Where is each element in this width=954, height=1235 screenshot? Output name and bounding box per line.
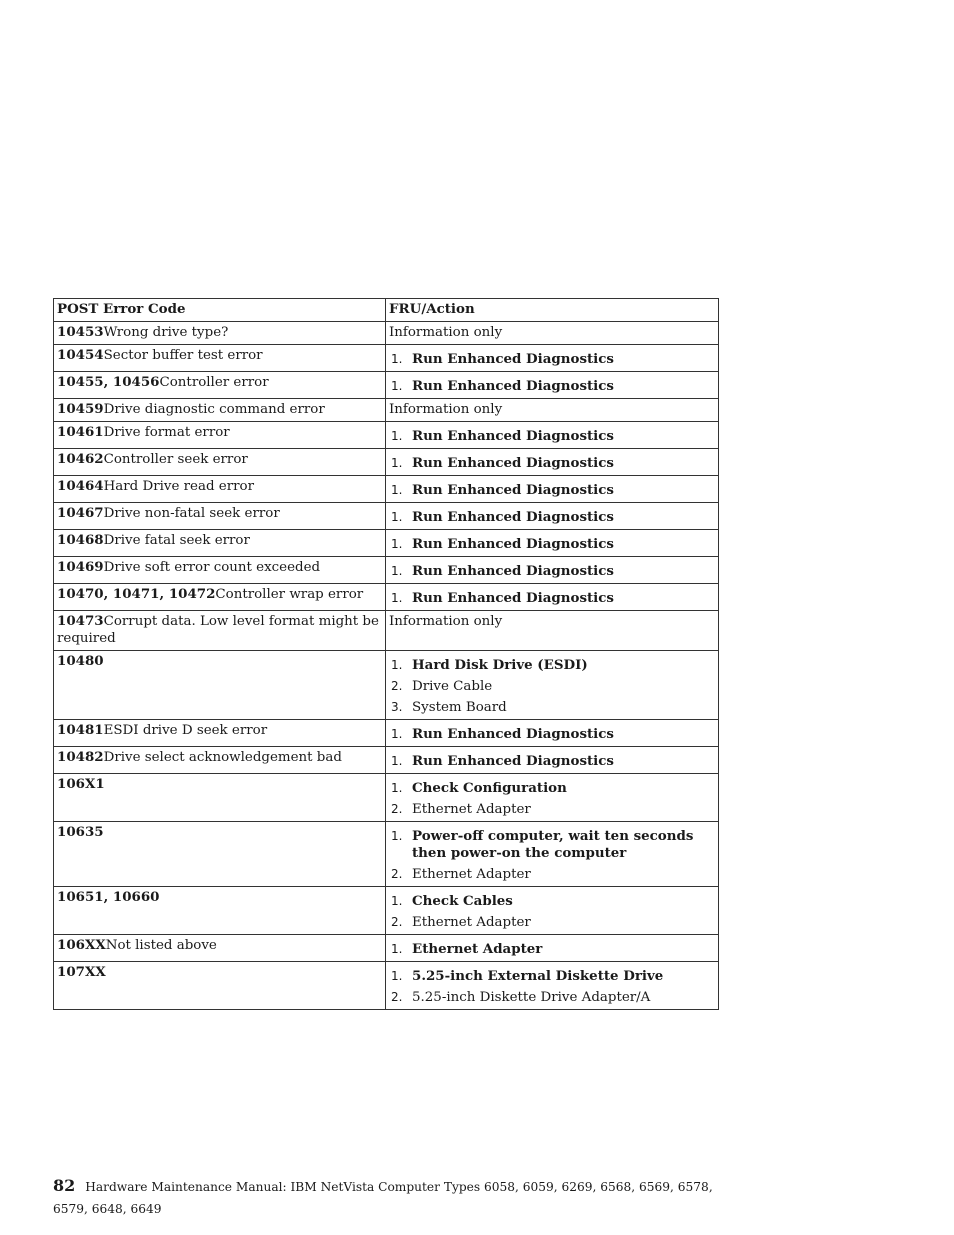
action-text: Check Cables xyxy=(412,893,513,909)
fru-action-cell xyxy=(386,449,719,476)
error-description: Drive soft error count exceeded xyxy=(103,560,321,575)
action-number: 1. xyxy=(391,781,403,795)
action-number: 1. xyxy=(391,969,403,983)
error-code: 10461 xyxy=(57,424,104,440)
action-list xyxy=(389,428,715,445)
action-item xyxy=(389,753,715,770)
table-row xyxy=(54,720,719,747)
action-number: 1. xyxy=(391,510,403,524)
error-code: 10454 xyxy=(57,347,104,363)
action-text: 5.25-inch External Diskette Drive xyxy=(412,968,664,984)
action-number: 1. xyxy=(391,352,403,366)
action-list xyxy=(389,590,715,607)
action-number: 1. xyxy=(391,894,403,908)
error-description: Sector buffer test error xyxy=(103,348,263,363)
action-list xyxy=(389,828,715,883)
fru-action-cell xyxy=(386,747,719,774)
action-item xyxy=(389,378,715,395)
action-number: 2. xyxy=(391,867,403,881)
error-code-cell xyxy=(54,372,386,399)
action-list xyxy=(389,726,715,743)
error-description: Drive format error xyxy=(103,425,230,440)
action-text: Run Enhanced Diagnostics xyxy=(412,509,614,525)
fru-action-cell xyxy=(386,422,719,449)
error-code: 106X1 xyxy=(57,776,105,792)
error-code: 10455, 10456 xyxy=(57,374,160,390)
table-row xyxy=(54,530,719,557)
action-number: 1. xyxy=(391,429,403,443)
error-code: 10470, 10471, 10472 xyxy=(57,586,216,602)
table-row xyxy=(54,935,719,962)
error-code-cell xyxy=(54,584,386,611)
table-row xyxy=(54,774,719,822)
fru-action-cell xyxy=(386,962,719,1010)
action-number: 2. xyxy=(391,802,403,816)
error-code: 10468 xyxy=(57,532,104,548)
action-item xyxy=(389,509,715,526)
table-row xyxy=(54,584,719,611)
action-number: 2. xyxy=(391,915,403,929)
action-list xyxy=(389,455,715,472)
table-body xyxy=(54,322,719,1010)
action-item xyxy=(389,828,715,862)
error-code: 10635 xyxy=(57,824,104,840)
action-text: Run Enhanced Diagnostics xyxy=(412,482,614,498)
table-row xyxy=(54,345,719,372)
information-only-text: Information only xyxy=(389,325,503,340)
action-text: Run Enhanced Diagnostics xyxy=(412,428,614,444)
page-footer xyxy=(53,1175,723,1220)
error-description: Wrong drive type? xyxy=(103,325,229,340)
error-description: Hard Drive read error xyxy=(103,479,254,494)
error-code: 10482 xyxy=(57,749,104,765)
fru-action-cell xyxy=(386,611,719,651)
action-list xyxy=(389,780,715,818)
error-code: 10481 xyxy=(57,722,104,738)
action-list xyxy=(389,968,715,1006)
page-number: 82 xyxy=(53,1176,76,1195)
action-list xyxy=(389,753,715,770)
action-item xyxy=(389,699,715,716)
action-item xyxy=(389,893,715,910)
action-number: 1. xyxy=(391,829,403,843)
footer-text: Hardware Maintenance Manual: IBM NetVista Computer Types 6058, 6059, 6269, 6568, 6569, 6578, 6579, 6648, 6649 xyxy=(53,1180,713,1216)
table-row xyxy=(54,503,719,530)
action-item xyxy=(389,657,715,674)
action-item xyxy=(389,455,715,472)
error-code-cell xyxy=(54,747,386,774)
action-list xyxy=(389,351,715,368)
table-row xyxy=(54,557,719,584)
header-post-error-code: POST Error Code xyxy=(54,299,386,322)
action-number: 1. xyxy=(391,942,403,956)
action-number: 2. xyxy=(391,990,403,1004)
error-code: 10462 xyxy=(57,451,104,467)
error-code-cell xyxy=(54,887,386,935)
error-code-cell xyxy=(54,611,386,651)
action-item xyxy=(389,563,715,580)
action-text: 5.25-inch Diskette Drive Adapter/A xyxy=(412,990,651,1005)
action-text: Run Enhanced Diagnostics xyxy=(412,351,614,367)
action-number: 1. xyxy=(391,754,403,768)
error-code: 10453 xyxy=(57,324,104,340)
error-code: 106XX xyxy=(57,937,106,953)
error-code-cell xyxy=(54,651,386,720)
error-code-cell xyxy=(54,720,386,747)
fru-action-cell xyxy=(386,651,719,720)
action-number: 2. xyxy=(391,679,403,693)
error-description: Not listed above xyxy=(105,938,217,953)
action-number: 3. xyxy=(391,700,403,714)
error-code-cell xyxy=(54,422,386,449)
fru-action-cell xyxy=(386,557,719,584)
fru-action-cell xyxy=(386,822,719,887)
action-text: System Board xyxy=(412,700,507,715)
fru-action-cell xyxy=(386,584,719,611)
table-row xyxy=(54,822,719,887)
action-list xyxy=(389,941,715,958)
error-code-cell xyxy=(54,449,386,476)
error-code-cell xyxy=(54,530,386,557)
fru-action-cell xyxy=(386,345,719,372)
fru-action-cell xyxy=(386,720,719,747)
table-row xyxy=(54,747,719,774)
error-code-cell xyxy=(54,345,386,372)
action-number: 1. xyxy=(391,456,403,470)
action-text: Run Enhanced Diagnostics xyxy=(412,563,614,579)
table-row xyxy=(54,962,719,1010)
action-number: 1. xyxy=(391,727,403,741)
action-item xyxy=(389,536,715,553)
action-text: Drive Cable xyxy=(412,679,493,694)
action-list xyxy=(389,563,715,580)
error-code: 10480 xyxy=(57,653,104,669)
fru-action-cell xyxy=(386,774,719,822)
action-number: 1. xyxy=(391,483,403,497)
action-text: Run Enhanced Diagnostics xyxy=(412,378,614,394)
action-item xyxy=(389,726,715,743)
error-code-cell xyxy=(54,503,386,530)
error-code: 10467 xyxy=(57,505,104,521)
action-list xyxy=(389,482,715,499)
action-text: Run Enhanced Diagnostics xyxy=(412,753,614,769)
action-item xyxy=(389,941,715,958)
error-code-cell xyxy=(54,476,386,503)
action-item xyxy=(389,780,715,797)
table-row xyxy=(54,322,719,345)
action-item xyxy=(389,678,715,695)
post-error-table xyxy=(53,298,719,1010)
error-description: Drive diagnostic command error xyxy=(103,402,325,417)
table-row xyxy=(54,887,719,935)
error-code-cell xyxy=(54,935,386,962)
fru-action-cell xyxy=(386,399,719,422)
error-code: 10464 xyxy=(57,478,104,494)
action-text: Run Enhanced Diagnostics xyxy=(412,455,614,471)
fru-action-cell xyxy=(386,935,719,962)
error-description: Drive select acknowledgement bad xyxy=(103,750,342,765)
action-number: 1. xyxy=(391,537,403,551)
action-item xyxy=(389,590,715,607)
error-description: Controller wrap error xyxy=(215,587,364,602)
fru-action-cell xyxy=(386,503,719,530)
error-code: 107XX xyxy=(57,964,106,980)
action-text: Ethernet Adapter xyxy=(412,941,543,957)
error-code: 10469 xyxy=(57,559,104,575)
error-code-cell xyxy=(54,557,386,584)
error-description: Drive fatal seek error xyxy=(103,533,250,548)
table-row xyxy=(54,399,719,422)
error-code-cell xyxy=(54,774,386,822)
fru-action-cell xyxy=(386,322,719,345)
action-text: Hard Disk Drive (ESDI) xyxy=(412,657,588,673)
information-only-text: Information only xyxy=(389,402,503,417)
action-number: 1. xyxy=(391,379,403,393)
error-description: Controller error xyxy=(159,375,269,390)
table-row xyxy=(54,449,719,476)
action-item xyxy=(389,801,715,818)
error-description: Controller seek error xyxy=(103,452,248,467)
error-code: 10651, 10660 xyxy=(57,889,160,905)
action-list xyxy=(389,536,715,553)
information-only-text: Information only xyxy=(389,614,503,629)
action-list xyxy=(389,893,715,931)
fru-action-cell xyxy=(386,887,719,935)
error-description: ESDI drive D seek error xyxy=(103,723,268,738)
table-row xyxy=(54,476,719,503)
action-item xyxy=(389,914,715,931)
action-text: Ethernet Adapter xyxy=(412,867,531,882)
table-row xyxy=(54,422,719,449)
table-header-row xyxy=(54,299,719,322)
action-number: 1. xyxy=(391,591,403,605)
fru-action-cell xyxy=(386,372,719,399)
action-list xyxy=(389,378,715,395)
action-item xyxy=(389,428,715,445)
action-text: Run Enhanced Diagnostics xyxy=(412,726,614,742)
error-description: Corrupt data. Low level format might be required xyxy=(57,614,379,646)
action-list xyxy=(389,509,715,526)
action-list xyxy=(389,657,715,716)
action-text: Run Enhanced Diagnostics xyxy=(412,590,614,606)
fru-action-cell xyxy=(386,476,719,503)
action-item xyxy=(389,866,715,883)
action-text: Power-off computer, wait ten seconds then power-on the computer xyxy=(412,828,694,861)
action-text: Check Configuration xyxy=(412,780,567,796)
error-code-cell xyxy=(54,322,386,345)
table-row xyxy=(54,611,719,651)
action-number: 1. xyxy=(391,658,403,672)
error-code: 10459 xyxy=(57,401,104,417)
error-description: Drive non-fatal seek error xyxy=(103,506,280,521)
error-code: 10473 xyxy=(57,613,104,629)
error-code-cell xyxy=(54,962,386,1010)
action-item xyxy=(389,351,715,368)
error-code-cell xyxy=(54,399,386,422)
action-item xyxy=(389,989,715,1006)
table-row xyxy=(54,372,719,399)
action-item xyxy=(389,482,715,499)
header-fru-action: FRU/Action xyxy=(386,299,719,322)
action-item xyxy=(389,968,715,985)
action-text: Ethernet Adapter xyxy=(412,915,531,930)
action-text: Ethernet Adapter xyxy=(412,802,531,817)
error-code-cell xyxy=(54,822,386,887)
fru-action-cell xyxy=(386,530,719,557)
action-text: Run Enhanced Diagnostics xyxy=(412,536,614,552)
table-row xyxy=(54,651,719,720)
action-number: 1. xyxy=(391,564,403,578)
